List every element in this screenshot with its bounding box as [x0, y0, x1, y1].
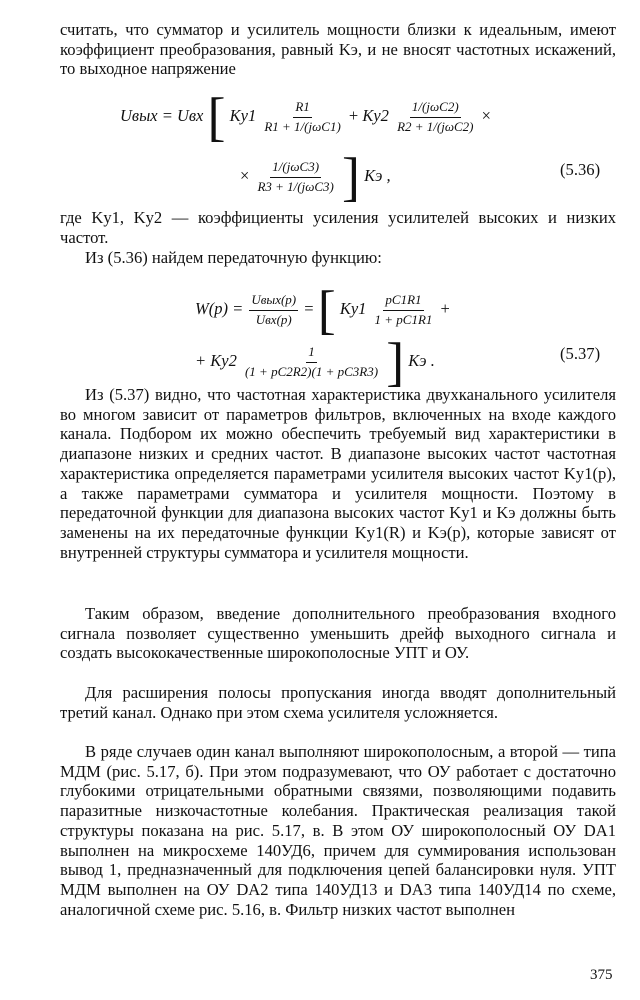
- eq-plus: +: [348, 105, 359, 125]
- right-bracket: ]: [342, 147, 360, 207]
- fraction-3-num: 1/(jωC3): [270, 160, 321, 177]
- fraction-4-den: 1 + pC1R1: [374, 311, 433, 327]
- eq-plus-2: +: [440, 298, 450, 318]
- equation-number-5-37: (5.37): [560, 344, 601, 363]
- paragraph-transfer-intro: Из (5.36) найдем передаточную функцию:: [85, 248, 382, 267]
- paragraph-intro: считать, что сумматор и усилитель мощности близки к идеальным, имеют коэффициент преобразования, равный Kэ, и не вносят частотных искажений, то выходное напряжение: [60, 20, 616, 79]
- fraction-5-den: (1 + pC2R2)(1 + pC3R3): [244, 363, 379, 379]
- left-bracket-2: [: [317, 280, 336, 340]
- equation-5-37-line-1: [195, 280, 450, 340]
- fraction-w-den: Uвх(p): [255, 311, 292, 327]
- fraction-3-den: R3 + 1/(jωC3): [257, 178, 334, 194]
- fraction-1-num: R1: [293, 100, 311, 117]
- fraction-2-num: 1/(jωC2): [410, 100, 461, 117]
- equation-5-36-line-2: [240, 147, 391, 207]
- eq-k1: Kу1: [229, 105, 257, 125]
- equation-5-37-line-2: [195, 332, 435, 392]
- eq-k1-2: Kу1: [339, 298, 367, 318]
- equation-5-36-line-1: [120, 87, 491, 147]
- fraction-1: [262, 100, 342, 134]
- paragraph-implementation: В ряде случаев один канал выполняют широкополосным, а второй — типа МДМ (рис. 5.17, б). При этом подразумевают, что ОУ работает с достаточно глубокими отрицательными обратными связями, позволяющими подавить паразитные низкочастотные колебания. Практическая реализация такой структуры показана на рис. 5.17, в. В этом ОУ широкополосный ОУ DA1 выполнен на микросхеме 140УД6, причем для суммирования использован вывод 1, предназначенный для подключения цепей балансировки нуля. УПТ МДМ выполнен на ОУ DA2 типа 140УД13 и DA3 типа 140УД14 по схеме, аналогичной схеме рис. 5.16, в. Фильтр низких частот выполнен: [60, 742, 616, 919]
- eq-w-lhs: W(p) =: [195, 298, 244, 318]
- eq-tail-2: Kэ .: [408, 350, 435, 370]
- right-bracket-2: ]: [386, 332, 405, 392]
- fraction-4: [373, 293, 435, 327]
- page-number: 375: [590, 967, 613, 983]
- fraction-w: [249, 293, 298, 327]
- fraction-2: [395, 100, 475, 134]
- fraction-1-den: R1 + 1/(jωC1): [264, 118, 341, 134]
- fraction-4-num: pC1R1: [383, 293, 423, 310]
- fraction-w-num: Uвых(p): [249, 293, 298, 310]
- eq-lhs: Uвых = Uвх: [120, 105, 204, 125]
- paragraph-coefficients: где Kу1, Kу2 — коэффициенты усиления усилителей высоких и низких частот.: [60, 208, 616, 247]
- eq-times-2: ×: [240, 165, 250, 185]
- eq-equals: =: [304, 298, 314, 318]
- paragraph-third-channel: Для расширения полосы пропускания иногда вводят дополнительный третий канал. Однако при этом схема усилителя усложняется.: [60, 683, 616, 722]
- eq-plus-k2: + Kу2: [195, 350, 237, 370]
- eq-k2: Kу2: [362, 105, 389, 125]
- eq-times: ×: [481, 105, 491, 125]
- equation-number-5-36: (5.36): [560, 160, 601, 179]
- paragraph-frequency-response: Из (5.37) видно, что частотная характеристика двухканального усилителя во многом зависит от параметров фильтров, включенных на входе каждого канала. Подбором их можно обеспечить требуемый вид характеристики в диапазоне низких и средних частот. В диапазоне высоких частот частотная характеристика определяется параметрами усилителя высоких частот Kу1(p), а также параметрами сумматора и усилителя мощности. Поэтому в передаточной функции для диапазона высоких частот Kу1 и Kэ должны быть заменены на их передаточные функции Kу1(R) и Kэ(p), которые зависят от внутренней структуры сумматора и усилителя мощности.: [60, 385, 616, 562]
- fraction-5-num: 1: [306, 345, 317, 362]
- fraction-5: [243, 345, 380, 379]
- left-bracket: [: [207, 87, 226, 147]
- fraction-3: [255, 160, 335, 194]
- paragraph-conclusion: Таким образом, введение дополнительного преобразования входного сигнала позволяет существенно уменьшить дрейф выходного сигнала и создать высококачественные широкополосные УПТ и ОУ.: [60, 604, 616, 663]
- eq-tail: Kэ ,: [364, 165, 391, 185]
- fraction-2-den: R2 + 1/(jωC2): [397, 118, 474, 134]
